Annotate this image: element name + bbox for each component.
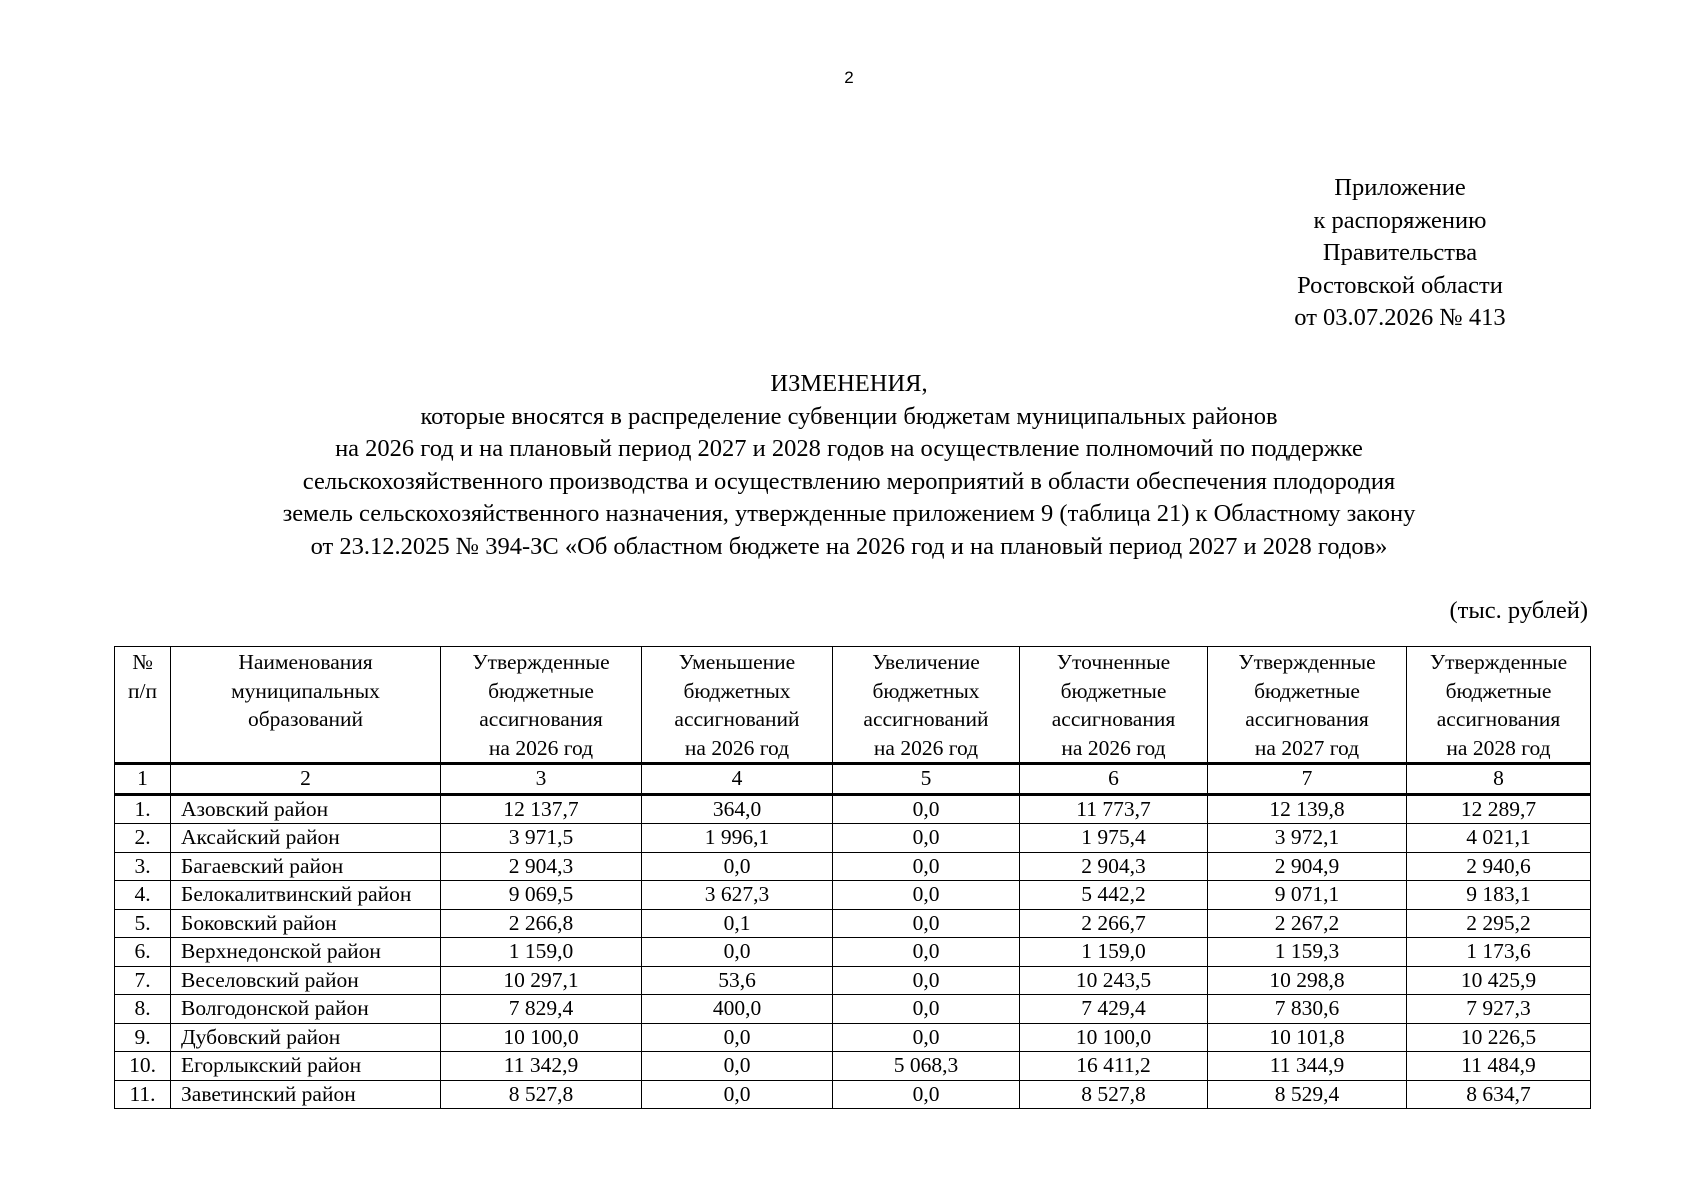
amount-cell: 9 071,1 — [1208, 881, 1407, 910]
amount-cell: 2 904,3 — [441, 852, 642, 881]
subvention-table — [114, 646, 1591, 1109]
column-number-cell: 2 — [171, 764, 441, 795]
amount-cell: 7 429,4 — [1020, 995, 1208, 1024]
municipality-name-cell: Азовский район — [171, 794, 441, 824]
column-number-cell: 7 — [1208, 764, 1407, 795]
amount-cell: 2 904,3 — [1020, 852, 1208, 881]
title-line: на 2026 год и на плановый период 2027 и 2028 годов на осуществление полномочий по поддержке — [335, 435, 1363, 462]
amount-cell: 3 972,1 — [1208, 824, 1407, 853]
amount-cell: 3 627,3 — [642, 881, 833, 910]
amount-cell: 0,0 — [642, 1080, 833, 1109]
amount-cell: 2 904,9 — [1208, 852, 1407, 881]
table-row — [115, 1052, 1591, 1081]
appendix-line: Ростовской области — [1297, 271, 1503, 299]
column-header — [1208, 647, 1407, 764]
table-row — [115, 1023, 1591, 1052]
column-header-line: на 2028 год — [1446, 735, 1551, 760]
table-row — [115, 938, 1591, 967]
table-row — [115, 881, 1591, 910]
column-number-cell: 8 — [1407, 764, 1591, 795]
column-header-line: Уменьшение — [678, 650, 796, 674]
amount-cell: 1 159,0 — [1020, 938, 1208, 967]
column-header — [642, 647, 833, 764]
appendix-line: к распоряжению — [1313, 206, 1487, 234]
row-number-cell: 7. — [115, 966, 171, 995]
amount-cell: 2 267,2 — [1208, 909, 1407, 938]
title-line: от 23.12.2025 № 394-ЗС «Об областном бюджете на 2026 год и на плановый период 2027 и 2028 годов» — [310, 532, 1388, 560]
title-line: сельскохозяйственного производства и осуществлению мероприятий в области обеспечения плодородия — [302, 467, 1396, 495]
amount-cell: 10 297,1 — [441, 966, 642, 995]
column-header-line: Утвержденные — [1429, 650, 1568, 674]
amount-cell: 0,1 — [642, 909, 833, 938]
column-header-line: бюджетные — [1445, 678, 1552, 703]
column-header-line: ассигнований — [674, 707, 800, 732]
amount-cell: 11 484,9 — [1407, 1052, 1591, 1081]
amount-cell: 10 101,8 — [1208, 1023, 1407, 1052]
amount-cell: 10 298,8 — [1208, 966, 1407, 995]
title-line: земель сельскохозяйственного назначения, утвержденные приложением 9 (таблица 21) к Областному закону — [282, 500, 1416, 527]
amount-cell: 9 183,1 — [1407, 881, 1591, 910]
amount-cell: 10 226,5 — [1407, 1023, 1591, 1052]
title-line: которые вносятся в распределение субвенции бюджетам муниципальных районов — [420, 402, 1278, 430]
row-number-cell: 4. — [115, 881, 171, 910]
amount-cell: 10 425,9 — [1407, 966, 1591, 995]
column-number-cell: 4 — [642, 764, 833, 795]
appendix-line: от 03.07.2026 № 413 — [1294, 304, 1506, 331]
table-row — [115, 852, 1591, 881]
column-header-line: Наименования — [238, 650, 373, 674]
column-header-line: Утвержденные — [1238, 650, 1376, 674]
column-header-line: № — [132, 650, 153, 674]
column-header-line: на 2027 год — [1254, 735, 1360, 760]
municipality-name-cell: Багаевский район — [171, 852, 441, 881]
row-number-cell: 2. — [115, 824, 171, 853]
column-header-line: ассигнования — [479, 707, 603, 732]
amount-cell: 0,0 — [642, 852, 833, 881]
amount-cell: 2 940,6 — [1407, 852, 1591, 881]
appendix-line: Приложение — [1334, 174, 1466, 201]
amount-cell: 9 069,5 — [441, 881, 642, 910]
title-heading: ИЗМЕНЕНИЯ, — [770, 370, 928, 397]
column-header-line: бюджетные — [1060, 678, 1167, 703]
municipality-name-cell: Волгодонской район — [171, 995, 441, 1024]
amount-cell: 1 996,1 — [642, 824, 833, 853]
amount-cell: 1 159,0 — [441, 938, 642, 967]
column-header-line: Увеличение — [872, 650, 980, 674]
amount-cell: 0,0 — [833, 794, 1020, 824]
municipality-name-cell: Аксайский район — [171, 824, 441, 853]
municipality-name-cell: Егорлыкский район — [171, 1052, 441, 1081]
appendix-line: Правительства — [1322, 239, 1478, 266]
column-header — [833, 647, 1020, 764]
table-row — [115, 995, 1591, 1024]
amount-cell: 0,0 — [833, 1023, 1020, 1052]
row-number-cell: 3. — [115, 852, 171, 881]
amount-cell: 12 137,7 — [441, 794, 642, 824]
amount-cell: 1 159,3 — [1208, 938, 1407, 967]
amount-cell: 7 830,6 — [1208, 995, 1407, 1024]
amount-cell: 0,0 — [833, 995, 1020, 1024]
municipality-name-cell: Дубовский район — [171, 1023, 441, 1052]
column-header-line: образований — [247, 707, 364, 732]
column-header-line: ассигнования — [1436, 707, 1561, 732]
column-header-line: бюджетные — [1254, 678, 1360, 703]
municipality-name-cell: Белокалитвинский район — [171, 881, 441, 910]
amount-cell: 364,0 — [642, 794, 833, 824]
amount-cell: 0,0 — [833, 852, 1020, 881]
column-number-cell: 6 — [1020, 764, 1208, 795]
column-header-line: Уточненные — [1056, 650, 1171, 674]
amount-cell: 5 068,3 — [833, 1052, 1020, 1081]
row-number-cell: 1. — [115, 794, 171, 824]
column-header — [171, 647, 441, 764]
appendix-block — [1250, 172, 1550, 335]
amount-cell: 11 773,7 — [1020, 794, 1208, 824]
municipality-name-cell: Веселовский район — [171, 966, 441, 995]
amount-cell: 12 139,8 — [1208, 794, 1407, 824]
column-header-line: п/п — [128, 678, 157, 703]
amount-cell: 4 021,1 — [1407, 824, 1591, 853]
page-number: 2 — [844, 68, 854, 87]
column-header-line: на 2026 год — [873, 735, 979, 760]
amount-cell: 0,0 — [833, 909, 1020, 938]
column-header-line: ассигнования — [1245, 707, 1369, 732]
table-row — [115, 966, 1591, 995]
document-title — [130, 368, 1568, 563]
table-row — [115, 909, 1591, 938]
table-row — [115, 794, 1591, 824]
amount-cell: 0,0 — [833, 1080, 1020, 1109]
row-number-cell: 9. — [115, 1023, 171, 1052]
amount-cell: 2 266,7 — [1020, 909, 1208, 938]
column-header — [1407, 647, 1591, 764]
column-header-line: Утвержденные — [472, 650, 610, 674]
column-header-line: на 2026 год — [684, 735, 790, 760]
amount-cell: 0,0 — [833, 881, 1020, 910]
amount-cell: 1 975,4 — [1020, 824, 1208, 853]
row-number-cell: 5. — [115, 909, 171, 938]
amount-cell: 10 100,0 — [441, 1023, 642, 1052]
column-header — [115, 647, 171, 764]
amount-cell: 2 266,8 — [441, 909, 642, 938]
column-header-line: на 2026 год — [488, 735, 594, 760]
amount-cell: 10 100,0 — [1020, 1023, 1208, 1052]
amount-cell: 11 344,9 — [1208, 1052, 1407, 1081]
column-number-cell: 1 — [115, 764, 171, 795]
table-row — [115, 1080, 1591, 1109]
amount-cell: 8 527,8 — [1020, 1080, 1208, 1109]
amount-cell: 0,0 — [642, 938, 833, 967]
amount-cell: 8 527,8 — [441, 1080, 642, 1109]
amount-cell: 3 971,5 — [441, 824, 642, 853]
amount-cell: 0,0 — [833, 824, 1020, 853]
amount-cell: 11 342,9 — [441, 1052, 642, 1081]
column-header-line: ассигнований — [863, 707, 989, 732]
column-header-line: на 2026 год — [1061, 735, 1166, 760]
amount-cell: 0,0 — [642, 1052, 833, 1081]
amount-cell: 2 295,2 — [1407, 909, 1591, 938]
column-header-line: бюджетных — [872, 678, 980, 703]
amount-cell: 7 927,3 — [1407, 995, 1591, 1024]
row-number-cell: 8. — [115, 995, 171, 1024]
column-header-line: ассигнования — [1051, 707, 1176, 732]
column-number-cell: 3 — [441, 764, 642, 795]
amount-cell: 12 289,7 — [1407, 794, 1591, 824]
amount-cell: 10 243,5 — [1020, 966, 1208, 995]
row-number-cell: 6. — [115, 938, 171, 967]
column-header-line: бюджетные — [488, 678, 594, 703]
table-row — [115, 824, 1591, 853]
amount-cell: 5 442,2 — [1020, 881, 1208, 910]
amount-cell: 8 634,7 — [1407, 1080, 1591, 1109]
column-header — [441, 647, 642, 764]
column-header — [1020, 647, 1208, 764]
amount-cell: 400,0 — [642, 995, 833, 1024]
amount-cell: 53,6 — [642, 966, 833, 995]
column-header-line: бюджетных — [683, 678, 791, 703]
amount-cell: 8 529,4 — [1208, 1080, 1407, 1109]
amount-cell: 7 829,4 — [441, 995, 642, 1024]
municipality-name-cell: Заветинский район — [171, 1080, 441, 1109]
column-header-line: муниципальных — [231, 678, 380, 703]
municipality-name-cell: Верхнедонской район — [171, 938, 441, 967]
municipality-name-cell: Боковский район — [171, 909, 441, 938]
column-number-cell: 5 — [833, 764, 1020, 795]
row-number-cell: 10. — [115, 1052, 171, 1081]
column-number-row — [115, 764, 1591, 795]
table-header-row — [115, 647, 1591, 764]
amount-cell: 16 411,2 — [1020, 1052, 1208, 1081]
amount-cell: 0,0 — [642, 1023, 833, 1052]
amount-cell: 0,0 — [833, 938, 1020, 967]
units-label: (тыс. рублей) — [1449, 597, 1588, 624]
row-number-cell: 11. — [115, 1080, 171, 1109]
amount-cell: 1 173,6 — [1407, 938, 1591, 967]
amount-cell: 0,0 — [833, 966, 1020, 995]
